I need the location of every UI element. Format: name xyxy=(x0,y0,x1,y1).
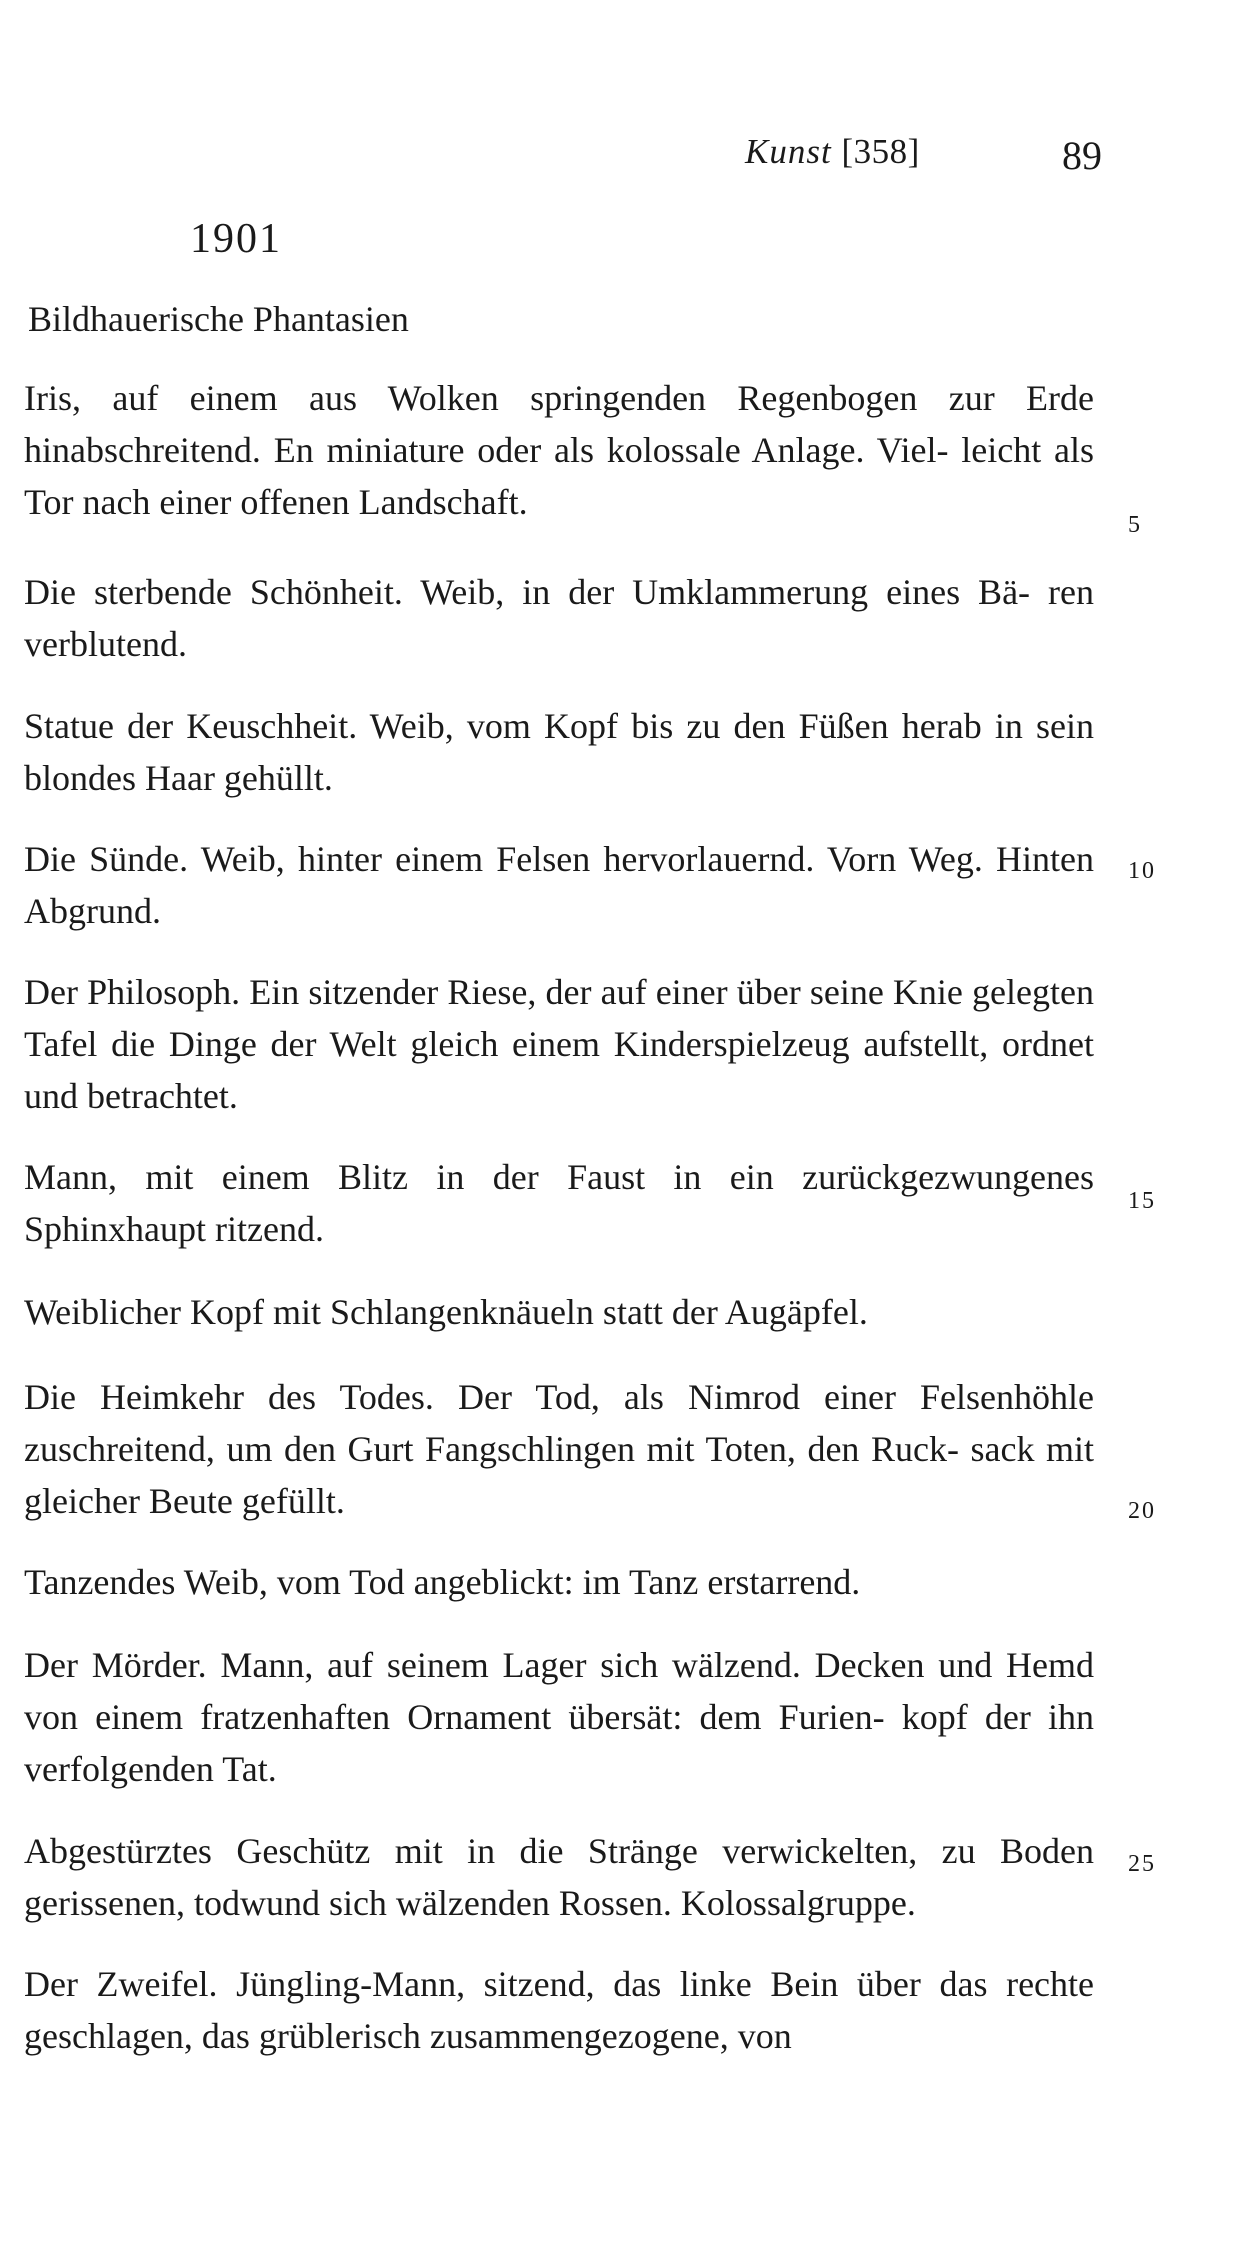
running-title: Kunst [358] xyxy=(745,132,920,171)
paragraph: Mann, mit einem Blitz in der Faust in ein zurückgezwungenes Sphinxhaupt ritzend. xyxy=(24,1157,1094,1249)
line-number: 15 xyxy=(1128,1188,1156,1214)
paragraph: Der Mörder. Mann, auf seinem Lager sich wälzend. Decken und Hemd von einem fratzenhaften Ornament übersät: dem Furien- kopf der ihn verfolgenden Tat. xyxy=(24,1645,1095,1789)
paragraph: Der Zweifel. Jüngling-Mann, sitzend, das linke Bein über das rechte geschlagen, das grüblerisch zusammengezogene, von xyxy=(24,1964,1095,2056)
paragraph: Weiblicher Kopf mit Schlangenknäueln statt der Augäpfel. xyxy=(24,1292,868,1332)
paragraph: Statue der Keuschheit. Weib, vom Kopf bis zu den Füßen herab in sein blondes Haar gehüllt. xyxy=(24,706,1095,798)
line-number: 10 xyxy=(1128,858,1156,884)
paragraph: Der Philosoph. Ein sitzender Riese, der auf einer über seine Knie gelegten Tafel die Dinge der Welt gleich einem Kinderspielzeug aufstellt, ordnet und betrachtet. xyxy=(24,972,1094,1116)
year-heading: 1901 xyxy=(190,216,282,262)
section-title: Bildhauerische Phantasien xyxy=(28,299,409,339)
paragraph: Abgestürztes Geschütz mit in die Stränge verwickelten, zu Boden gerissenen, todwund sich wälzenden Rossen. Kolossalgruppe. xyxy=(24,1831,1094,1923)
paragraph: Tanzendes Weib, vom Tod angeblickt: im Tanz erstarrend. xyxy=(24,1562,861,1602)
page-number: 89 xyxy=(1062,133,1102,178)
bracket-number: [358] xyxy=(841,132,920,171)
paragraph: Die Heimkehr des Todes. Der Tod, als Nimrod einer Felsenhöhle zuschreitend, um den Gurt Fangschlingen mit Toten, den Ruck- sack mit gleicher Beute gefüllt. xyxy=(24,1377,1094,1521)
paragraph: Die Sünde. Weib, hinter einem Felsen hervorlauernd. Vorn Weg. Hinten Abgrund. xyxy=(24,839,1094,931)
line-number: 20 xyxy=(1128,1498,1156,1524)
paragraph: Iris, auf einem aus Wolken springenden Regenbogen zur Erde hinabschreitend. En miniature oder als kolossale Anlage. Viel- leicht als Tor nach einer offenen Landschaft. xyxy=(24,378,1095,522)
paragraph: Die sterbende Schönheit. Weib, in der Umklammerung eines Bä- ren verblutend. xyxy=(24,572,1094,664)
line-number: 25 xyxy=(1128,1851,1156,1877)
line-number: 5 xyxy=(1128,512,1142,538)
